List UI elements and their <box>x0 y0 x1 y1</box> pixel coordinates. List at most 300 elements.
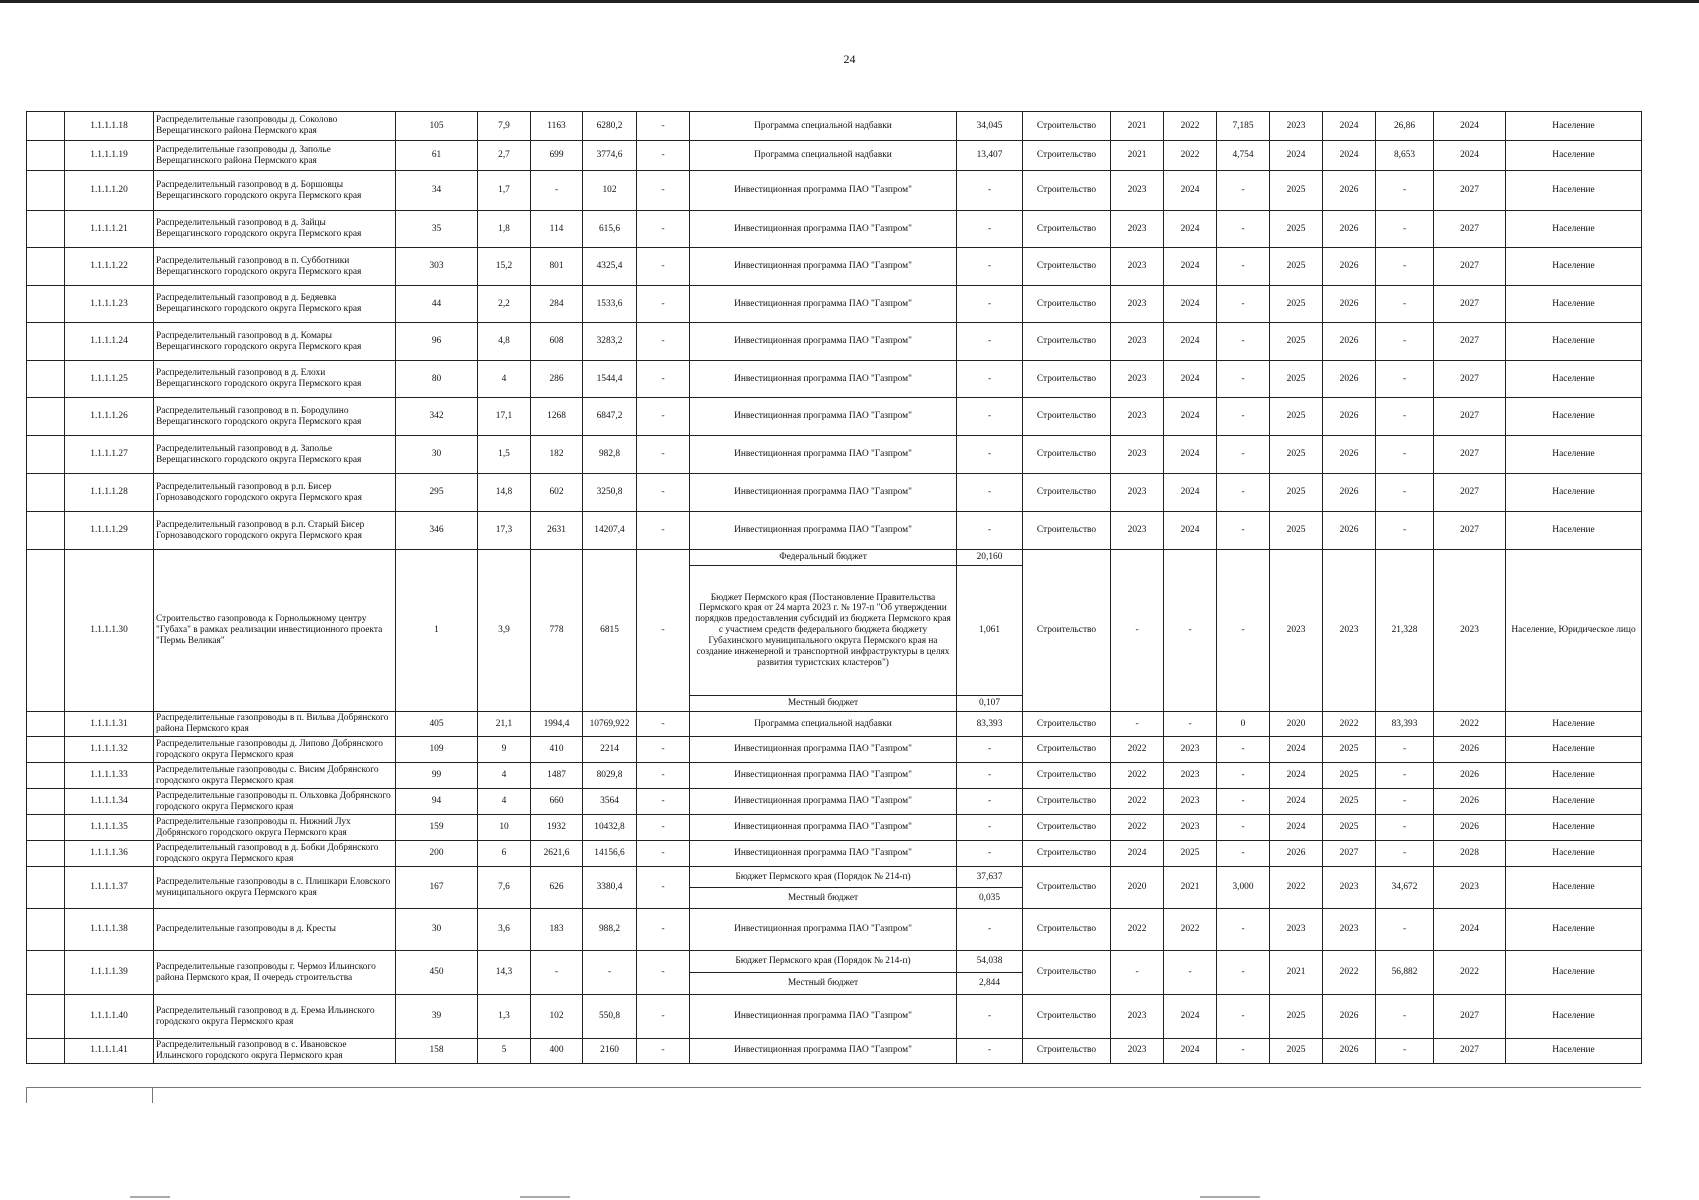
value-y5: 2027 <box>1434 171 1506 211</box>
work-type: Строительство <box>1023 867 1111 909</box>
value-y5: 2027 <box>1434 995 1506 1039</box>
value-y3: 2025 <box>1270 1039 1323 1064</box>
row-id: 1.1.1.1.32 <box>65 737 154 763</box>
table-row <box>27 436 1642 474</box>
value-c1: 35 <box>396 211 478 248</box>
value-v1: - <box>1217 763 1270 789</box>
value-v2: 83,393 <box>1376 712 1434 737</box>
value-c3: 699 <box>531 141 583 171</box>
financing-amount: - <box>957 398 1023 436</box>
value-y4: 2026 <box>1323 512 1376 550</box>
value-c1: 167 <box>396 867 478 909</box>
table-row <box>27 141 1642 171</box>
table-row <box>27 248 1642 286</box>
object-name: Распределительные газопроводы д. Липово Добрянского городского округа Пермского края <box>154 737 396 763</box>
value-y3: 2020 <box>1270 712 1323 737</box>
value-v2: - <box>1376 512 1434 550</box>
value-y4: 2026 <box>1323 1039 1376 1064</box>
value-v2: 21,328 <box>1376 550 1434 712</box>
object-name: Распределительный газопровод в п. Бородулино Верещагинского городского округа Пермского края <box>154 398 396 436</box>
value-c2: 10 <box>478 815 531 841</box>
work-type: Строительство <box>1023 951 1111 995</box>
value-y1: 2023 <box>1111 512 1164 550</box>
value-y3: 2023 <box>1270 909 1323 951</box>
row-id: 1.1.1.1.36 <box>65 841 154 867</box>
value-c3: 286 <box>531 361 583 398</box>
financing-source: Местный бюджет <box>690 973 957 995</box>
value-c4: 3250,8 <box>583 474 637 512</box>
value-v2: - <box>1376 286 1434 323</box>
value-v1: - <box>1217 550 1270 712</box>
value-c3: 602 <box>531 474 583 512</box>
value-y1: 2022 <box>1111 789 1164 815</box>
value-v2: - <box>1376 909 1434 951</box>
value-y3: 2025 <box>1270 398 1323 436</box>
financing-amount: - <box>957 361 1023 398</box>
page-number: 24 <box>843 52 856 66</box>
financing-amount: - <box>957 323 1023 361</box>
value-c2: 15,2 <box>478 248 531 286</box>
empty-cell <box>27 512 65 550</box>
value-c3: 400 <box>531 1039 583 1064</box>
value-v2: - <box>1376 248 1434 286</box>
value-c2: 4 <box>478 789 531 815</box>
value-c4: - <box>583 951 637 995</box>
value-y1: 2024 <box>1111 841 1164 867</box>
financing-source: Инвестиционная программа ПАО "Газпром" <box>690 995 957 1039</box>
value-v1: - <box>1217 841 1270 867</box>
value-v2: 26,86 <box>1376 112 1434 141</box>
row-id: 1.1.1.1.33 <box>65 763 154 789</box>
object-name: Распределительный газопровод в д. Бобки Добрянского городского округа Пермского края <box>154 841 396 867</box>
value-y2: - <box>1164 712 1217 737</box>
value-c4: 3283,2 <box>583 323 637 361</box>
value-c1: 109 <box>396 737 478 763</box>
value-y4: 2027 <box>1323 841 1376 867</box>
object-name: Распределительные газопроводы г. Чермоз Ильинского района Пермского края, II очередь строительства <box>154 951 396 995</box>
value-c2: 2,7 <box>478 141 531 171</box>
value-y2: 2021 <box>1164 867 1217 909</box>
value-v1: - <box>1217 995 1270 1039</box>
empty-cell <box>27 361 65 398</box>
value-y2: 2023 <box>1164 815 1217 841</box>
table-body <box>27 112 1642 1064</box>
row-id: 1.1.1.1.29 <box>65 512 154 550</box>
empty-cell <box>27 286 65 323</box>
financing-amount: - <box>957 474 1023 512</box>
financing-source: Инвестиционная программа ПАО "Газпром" <box>690 1039 957 1064</box>
value-c4: 6280,2 <box>583 112 637 141</box>
value-v2: - <box>1376 474 1434 512</box>
value-y4: 2024 <box>1323 112 1376 141</box>
value-c4: 988,2 <box>583 909 637 951</box>
table-row <box>27 361 1642 398</box>
value-c1: 105 <box>396 112 478 141</box>
value-c2: 1,8 <box>478 211 531 248</box>
object-name: Распределительный газопровод в д. Боршовцы Верещагинского городского округа Пермского края <box>154 171 396 211</box>
value-v1: - <box>1217 361 1270 398</box>
value-c1: 450 <box>396 951 478 995</box>
value-c5: - <box>637 763 690 789</box>
consumer-type: Население <box>1506 737 1642 763</box>
row-id: 1.1.1.1.28 <box>65 474 154 512</box>
value-y1: 2023 <box>1111 995 1164 1039</box>
empty-cell <box>27 995 65 1039</box>
value-y1: 2022 <box>1111 737 1164 763</box>
financing-source: Местный бюджет <box>690 888 957 909</box>
consumer-type: Население <box>1506 867 1642 909</box>
consumer-type: Население <box>1506 112 1642 141</box>
object-name: Распределительные газопроводы в п. Вильва Добрянского района Пермского края <box>154 712 396 737</box>
value-c3: 778 <box>531 550 583 712</box>
table-row <box>27 995 1642 1039</box>
value-v1: - <box>1217 398 1270 436</box>
value-v1: - <box>1217 512 1270 550</box>
value-y2: 2024 <box>1164 1039 1217 1064</box>
table-row <box>27 737 1642 763</box>
value-c2: 4,8 <box>478 323 531 361</box>
financing-source: Бюджет Пермского края (Порядок № 214-п) <box>690 867 957 888</box>
value-c1: 30 <box>396 909 478 951</box>
gas-pipeline-table <box>26 111 1642 1064</box>
value-c5: - <box>637 112 690 141</box>
row-id: 1.1.1.1.40 <box>65 995 154 1039</box>
value-v2: - <box>1376 841 1434 867</box>
value-v1: 3,000 <box>1217 867 1270 909</box>
table-row <box>27 909 1642 951</box>
value-v2: 56,882 <box>1376 951 1434 995</box>
value-y1: 2021 <box>1111 112 1164 141</box>
value-v2: 34,672 <box>1376 867 1434 909</box>
value-y4: 2026 <box>1323 361 1376 398</box>
value-v2: - <box>1376 171 1434 211</box>
value-y5: 2028 <box>1434 841 1506 867</box>
empty-cell <box>27 763 65 789</box>
value-y2: 2024 <box>1164 248 1217 286</box>
value-c1: 30 <box>396 436 478 474</box>
value-c5: - <box>637 474 690 512</box>
value-y2: 2024 <box>1164 398 1217 436</box>
consumer-type: Население <box>1506 712 1642 737</box>
financing-amount: - <box>957 763 1023 789</box>
value-c2: 14,8 <box>478 474 531 512</box>
empty-cell <box>27 789 65 815</box>
table-row <box>27 867 1642 888</box>
work-type: Строительство <box>1023 841 1111 867</box>
value-c5: - <box>637 789 690 815</box>
value-c2: 2,2 <box>478 286 531 323</box>
value-c4: 2214 <box>583 737 637 763</box>
value-y4: 2025 <box>1323 789 1376 815</box>
value-c5: - <box>637 995 690 1039</box>
value-y3: 2025 <box>1270 323 1323 361</box>
value-y3: 2023 <box>1270 550 1323 712</box>
value-y2: 2024 <box>1164 211 1217 248</box>
empty-cell <box>27 909 65 951</box>
value-v1: 0 <box>1217 712 1270 737</box>
value-c3: 1163 <box>531 112 583 141</box>
object-name: Распределительный газопровод в д. Заполье Верещагинского городского округа Пермского края <box>154 436 396 474</box>
value-v1: 7,185 <box>1217 112 1270 141</box>
value-c1: 295 <box>396 474 478 512</box>
row-id: 1.1.1.1.25 <box>65 361 154 398</box>
value-y5: 2024 <box>1434 141 1506 171</box>
value-v2: 8,653 <box>1376 141 1434 171</box>
value-y3: 2025 <box>1270 171 1323 211</box>
table-row <box>27 712 1642 737</box>
value-v1: - <box>1217 737 1270 763</box>
value-c3: 182 <box>531 436 583 474</box>
value-y1: 2022 <box>1111 909 1164 951</box>
value-y4: 2025 <box>1323 815 1376 841</box>
table-row <box>27 512 1642 550</box>
value-c2: 4 <box>478 763 531 789</box>
value-c1: 346 <box>396 512 478 550</box>
financing-amount: - <box>957 909 1023 951</box>
value-c5: - <box>637 867 690 909</box>
table-row <box>27 763 1642 789</box>
value-c1: 96 <box>396 323 478 361</box>
consumer-type: Население <box>1506 815 1642 841</box>
value-y2: 2024 <box>1164 474 1217 512</box>
financing-source: Инвестиционная программа ПАО "Газпром" <box>690 398 957 436</box>
consumer-type: Население, Юридическое лицо <box>1506 550 1642 712</box>
value-y3: 2022 <box>1270 867 1323 909</box>
value-c5: - <box>637 841 690 867</box>
value-y2: 2022 <box>1164 909 1217 951</box>
value-v2: - <box>1376 789 1434 815</box>
financing-amount: 0,107 <box>957 696 1023 712</box>
value-v1: - <box>1217 789 1270 815</box>
empty-cell <box>27 211 65 248</box>
financing-source: Бюджет Пермского края (Постановление Правительства Пермского края от 24 марта 2023 г. № 197-п "Об утверждении порядков предоставления субсидий из бюджета Пермского края с участием средств федерального бюджета бюджету Губахинского муниципального округа Пермского края на создание инженерной и транспортной инфраструктуры в целях развития туристских кластеров") <box>690 566 957 696</box>
value-c1: 99 <box>396 763 478 789</box>
value-v1: - <box>1217 1039 1270 1064</box>
work-type: Строительство <box>1023 763 1111 789</box>
value-c2: 1,3 <box>478 995 531 1039</box>
consumer-type: Население <box>1506 909 1642 951</box>
value-y5: 2027 <box>1434 323 1506 361</box>
value-c1: 94 <box>396 789 478 815</box>
value-c3: 1994,4 <box>531 712 583 737</box>
object-name: Распределительный газопровод в р.п. Бисер Горнозаводского городского округа Пермского края <box>154 474 396 512</box>
financing-source: Инвестиционная программа ПАО "Газпром" <box>690 474 957 512</box>
value-v1: - <box>1217 248 1270 286</box>
work-type: Строительство <box>1023 789 1111 815</box>
financing-amount: 20,160 <box>957 550 1023 566</box>
row-id: 1.1.1.1.35 <box>65 815 154 841</box>
work-type: Строительство <box>1023 286 1111 323</box>
table-row <box>27 789 1642 815</box>
consumer-type: Население <box>1506 474 1642 512</box>
value-c3: 801 <box>531 248 583 286</box>
financing-source: Местный бюджет <box>690 696 957 712</box>
value-c5: - <box>637 211 690 248</box>
value-y4: 2023 <box>1323 909 1376 951</box>
consumer-type: Население <box>1506 248 1642 286</box>
value-y5: 2026 <box>1434 737 1506 763</box>
value-c2: 4 <box>478 361 531 398</box>
value-y5: 2027 <box>1434 512 1506 550</box>
work-type: Строительство <box>1023 211 1111 248</box>
financing-amount: - <box>957 211 1023 248</box>
value-y3: 2024 <box>1270 815 1323 841</box>
value-c1: 39 <box>396 995 478 1039</box>
empty-cell <box>27 436 65 474</box>
consumer-type: Население <box>1506 323 1642 361</box>
financing-amount: - <box>957 815 1023 841</box>
row-id: 1.1.1.1.27 <box>65 436 154 474</box>
value-c5: - <box>637 815 690 841</box>
object-name: Распределительный газопровод в д. Зайцы Верещагинского городского округа Пермского края <box>154 211 396 248</box>
value-y5: 2022 <box>1434 951 1506 995</box>
object-name: Распределительные газопроводы д. Заполье Верещагинского района Пермского края <box>154 141 396 171</box>
value-y1: 2023 <box>1111 1039 1164 1064</box>
value-y3: 2025 <box>1270 512 1323 550</box>
empty-cell <box>27 867 65 909</box>
value-c2: 17,3 <box>478 512 531 550</box>
value-c4: 6847,2 <box>583 398 637 436</box>
financing-amount: - <box>957 841 1023 867</box>
value-c4: 14156,6 <box>583 841 637 867</box>
consumer-type: Население <box>1506 286 1642 323</box>
consumer-type: Население <box>1506 436 1642 474</box>
value-c2: 1,5 <box>478 436 531 474</box>
row-id: 1.1.1.1.26 <box>65 398 154 436</box>
value-v2: - <box>1376 361 1434 398</box>
value-c3: 1932 <box>531 815 583 841</box>
value-y5: 2023 <box>1434 867 1506 909</box>
value-y4: 2026 <box>1323 171 1376 211</box>
value-c4: 982,8 <box>583 436 637 474</box>
value-v1: - <box>1217 951 1270 995</box>
value-y2: 2024 <box>1164 286 1217 323</box>
consumer-type: Население <box>1506 763 1642 789</box>
financing-source: Программа специальной надбавки <box>690 141 957 171</box>
financing-amount: - <box>957 737 1023 763</box>
object-name: Распределительные газопроводы д. Соколово Верещагинского района Пермского края <box>154 112 396 141</box>
financing-amount: 0,035 <box>957 888 1023 909</box>
value-v1: 4,754 <box>1217 141 1270 171</box>
value-y1: 2023 <box>1111 474 1164 512</box>
value-y4: 2025 <box>1323 763 1376 789</box>
row-id: 1.1.1.1.18 <box>65 112 154 141</box>
value-y3: 2025 <box>1270 995 1323 1039</box>
financing-source: Инвестиционная программа ПАО "Газпром" <box>690 323 957 361</box>
work-type: Строительство <box>1023 737 1111 763</box>
value-c4: 8029,8 <box>583 763 637 789</box>
object-name: Распределительные газопроводы с. Висим Добрянского городского округа Пермского края <box>154 763 396 789</box>
empty-cell <box>27 248 65 286</box>
financing-amount: 1,061 <box>957 566 1023 696</box>
financing-source: Инвестиционная программа ПАО "Газпром" <box>690 512 957 550</box>
value-c1: 158 <box>396 1039 478 1064</box>
financing-source: Инвестиционная программа ПАО "Газпром" <box>690 763 957 789</box>
value-y4: 2025 <box>1323 737 1376 763</box>
object-name: Распределительный газопровод в с. Ивановское Ильинского городского округа Пермского края <box>154 1039 396 1064</box>
value-y5: 2027 <box>1434 211 1506 248</box>
value-y3: 2025 <box>1270 248 1323 286</box>
value-c5: - <box>637 141 690 171</box>
value-v2: - <box>1376 436 1434 474</box>
object-name: Распределительный газопровод в р.п. Старый Бисер Горнозаводского городского округа Пермского края <box>154 512 396 550</box>
value-y5: 2027 <box>1434 398 1506 436</box>
value-c5: - <box>637 712 690 737</box>
value-c4: 14207,4 <box>583 512 637 550</box>
bottom-tick-right <box>152 1087 153 1103</box>
financing-amount: - <box>957 248 1023 286</box>
work-type: Строительство <box>1023 248 1111 286</box>
value-c1: 303 <box>396 248 478 286</box>
value-y2: 2024 <box>1164 512 1217 550</box>
consumer-type: Население <box>1506 951 1642 995</box>
value-y2: 2024 <box>1164 361 1217 398</box>
financing-source: Инвестиционная программа ПАО "Газпром" <box>690 789 957 815</box>
value-y4: 2023 <box>1323 867 1376 909</box>
table-row <box>27 841 1642 867</box>
financing-amount: 13,407 <box>957 141 1023 171</box>
financing-source: Инвестиционная программа ПАО "Газпром" <box>690 361 957 398</box>
financing-source: Программа специальной надбавки <box>690 712 957 737</box>
footer-marks <box>0 1196 1699 1199</box>
value-y4: 2026 <box>1323 995 1376 1039</box>
object-name: Распределительный газопровод в д. Елохи Верещагинского городского округа Пермского края <box>154 361 396 398</box>
value-v1: - <box>1217 436 1270 474</box>
value-v2: - <box>1376 1039 1434 1064</box>
value-c3: 2621,6 <box>531 841 583 867</box>
row-id: 1.1.1.1.37 <box>65 867 154 909</box>
value-y2: 2023 <box>1164 789 1217 815</box>
value-v1: - <box>1217 909 1270 951</box>
financing-source: Бюджет Пермского края (Порядок № 214-п) <box>690 951 957 973</box>
value-v1: - <box>1217 323 1270 361</box>
work-type: Строительство <box>1023 112 1111 141</box>
row-id: 1.1.1.1.31 <box>65 712 154 737</box>
consumer-type: Население <box>1506 361 1642 398</box>
value-c2: 1,7 <box>478 171 531 211</box>
value-c3: - <box>531 951 583 995</box>
empty-cell <box>27 712 65 737</box>
financing-source: Инвестиционная программа ПАО "Газпром" <box>690 815 957 841</box>
row-id: 1.1.1.1.24 <box>65 323 154 361</box>
value-c1: 1 <box>396 550 478 712</box>
value-y4: 2026 <box>1323 286 1376 323</box>
value-c3: 410 <box>531 737 583 763</box>
value-y5: 2026 <box>1434 815 1506 841</box>
value-y2: 2023 <box>1164 763 1217 789</box>
value-y3: 2024 <box>1270 737 1323 763</box>
value-c1: 342 <box>396 398 478 436</box>
row-id: 1.1.1.1.22 <box>65 248 154 286</box>
bottom-tick-left <box>26 1087 27 1103</box>
value-v2: - <box>1376 211 1434 248</box>
value-c4: 102 <box>583 171 637 211</box>
value-y5: 2023 <box>1434 550 1506 712</box>
value-c3: 284 <box>531 286 583 323</box>
value-y4: 2026 <box>1323 211 1376 248</box>
financing-amount: 34,045 <box>957 112 1023 141</box>
financing-source: Инвестиционная программа ПАО "Газпром" <box>690 436 957 474</box>
value-y2: 2024 <box>1164 171 1217 211</box>
financing-amount: 37,637 <box>957 867 1023 888</box>
value-c4: 2160 <box>583 1039 637 1064</box>
value-y5: 2026 <box>1434 789 1506 815</box>
value-c3: 626 <box>531 867 583 909</box>
financing-source: Инвестиционная программа ПАО "Газпром" <box>690 248 957 286</box>
value-y4: 2022 <box>1323 712 1376 737</box>
financing-source: Инвестиционная программа ПАО "Газпром" <box>690 737 957 763</box>
value-v2: - <box>1376 815 1434 841</box>
